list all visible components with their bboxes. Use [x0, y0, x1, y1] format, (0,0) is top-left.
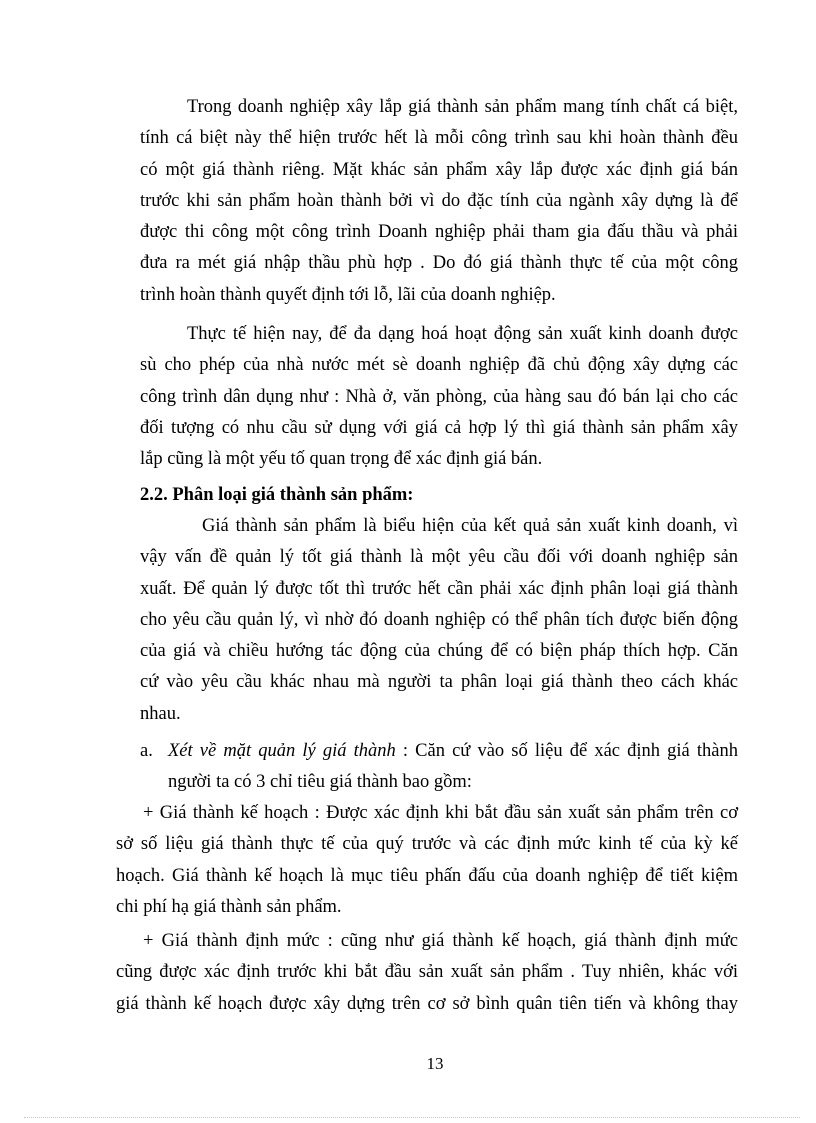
- paragraph-line: tính cá biệt này thể hiện trước hết là mỗi công trình sau khi hoàn thành đều: [140, 128, 738, 149]
- paragraph-line: trình hoàn thành quyết định tới lỗ, lãi của doanh nghiệp.: [140, 284, 556, 305]
- paragraph-line: giá thành kế hoạch được xây dựng trên cơ sở bình quân tiên tiến và không thay: [116, 993, 738, 1014]
- paragraph-standard-cost: [116, 926, 738, 1020]
- paragraph-planned-cost: [116, 798, 738, 923]
- paragraph-line: trước khi sản phẩm hoàn thành bởi vì do đặc tính của ngành xây dựng là để: [140, 190, 738, 211]
- paragraph-line: sở số liệu giá thành thực tế của quý trước và các định mức kinh tế của kỳ kế: [116, 834, 738, 855]
- paragraph-line: lắp cũng là một yếu tố quan trọng để xác định giá bán.: [140, 449, 543, 470]
- paragraph-line: được thi công một công trình Doanh nghiệp phải tham gia đấu thầu và phải: [140, 222, 738, 243]
- list-item-italic-lead: Xét về mặt quản lý giá thành: [168, 741, 396, 761]
- list-item-text: : Căn cứ vào số liệu để xác định giá thành: [395, 741, 738, 761]
- paragraph-line: Trong doanh nghiệp xây lắp giá thành sản phẩm mang tính chất cá biệt,: [187, 97, 738, 117]
- list-item-a-first-line: [140, 736, 738, 767]
- paragraph-cost-individuality: [140, 92, 738, 311]
- paragraph-line: sù cho phép của nhà nước mét sè doanh nghiệp đã chủ động xây dựng các: [140, 355, 738, 376]
- paragraph-line: xuất. Để quản lý được tốt thì trước hết cần phải xác định phân loại giá thành: [140, 578, 738, 599]
- paragraph-line: chi phí hạ giá thành sản phẩm.: [116, 896, 342, 917]
- paragraph-line: cũng được xác định trước khi bắt đầu sản xuất sản phẩm . Tuy nhiên, khác với: [116, 962, 738, 983]
- paragraph-line: Thực tế hiện nay, để đa dạng hoá hoạt động sản xuất kinh doanh được: [187, 324, 738, 344]
- paragraph-line: của giá và chiều hướng tác động của chúng để có biện pháp thích hợp. Căn: [140, 641, 738, 662]
- paragraph-line: Giá thành sản phẩm là biểu hiện của kết quả sản xuất kinh doanh, vì: [202, 516, 738, 536]
- list-item-a: [140, 736, 738, 799]
- paragraph-line: vậy vấn đề quản lý tốt giá thành là một yêu cầu đối với doanh nghiệp sản: [140, 547, 738, 568]
- paragraph-classification-intro: [140, 511, 738, 730]
- paragraph-line: + Giá thành kế hoạch : Được xác định khi bắt đầu sản xuất sản phẩm trên cơ: [143, 803, 738, 823]
- paragraph-current-practice: [140, 319, 738, 475]
- paragraph-line: đưa ra mét giá nhập thầu phù hợp . Do đó giá thành thực tế của một công: [140, 253, 738, 274]
- paragraph-line: đối tượng có nhu cầu sử dụng với giá cả hợp lý thì giá thành sản phẩm xây: [140, 417, 738, 438]
- paragraph-line: cứ vào yêu cầu khác nhau mà người ta phân loại giá thành theo cách khác: [140, 672, 738, 693]
- paragraph-line: nhau.: [140, 703, 181, 724]
- paragraph-line: cho yêu cầu quản lý, vì nhờ đó doanh nghiệp có thể phân tích được biến động: [140, 609, 738, 630]
- page-bottom-divider: [24, 1117, 800, 1118]
- section-heading: 2.2. Phân loại giá thành sản phẩm:: [140, 485, 414, 505]
- list-item-a-second-line: người ta có 3 chỉ tiêu giá thành bao gồm:: [168, 772, 472, 793]
- paragraph-line: công trình dân dụng như : Nhà ở, văn phòng, của hàng sau đó bán lại cho các: [140, 386, 738, 407]
- paragraph-line: hoạch. Giá thành kế hoạch là mục tiêu phấn đấu của doanh nghiệp để tiết kiệm: [116, 865, 738, 886]
- paragraph-line: có một giá thành riêng. Mặt khác sản phẩm xây lắp được xác định giá bán: [140, 159, 738, 180]
- page-number: 13: [426, 1054, 444, 1073]
- list-marker: a.: [140, 741, 153, 761]
- paragraph-line: + Giá thành định mức : cũng như giá thành kế hoạch, giá thành định mức: [143, 931, 738, 951]
